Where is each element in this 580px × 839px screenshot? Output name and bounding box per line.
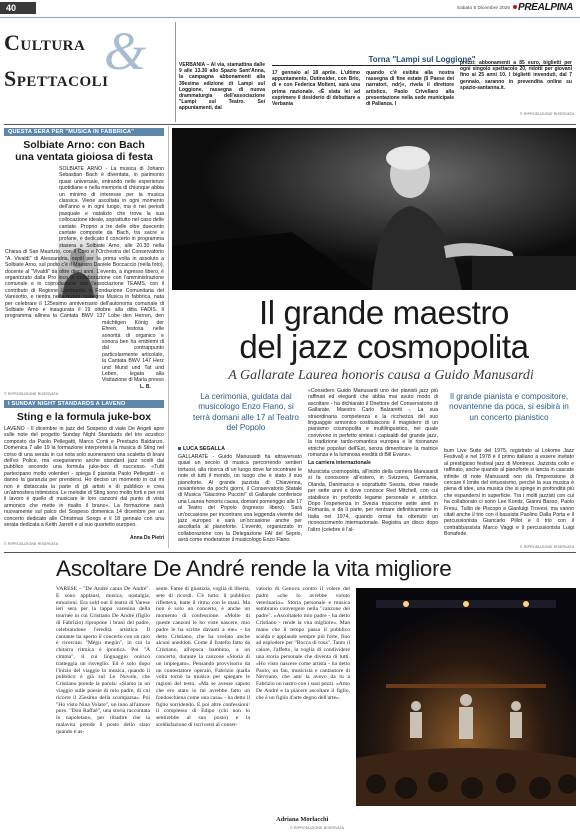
photo-wrap-spacer [4, 320, 102, 378]
teaser-text: VERBANIA – Al via, stamattina dalle 9 alle 13.30 allo Spazio Sant'Anna, la campagna abbonamenti alla 39esima edizione di Lampi sul Loggione, rassegna di nuova drammaturgia dell'associazione "Lampi sul Teatro. Sei appuntamenti, dal [179, 62, 265, 112]
loggione-col3: prezzi: abbonamenti a 85 euro, biglietti per ogni singolo spettacolo 20, ridotti per giovani fino ai 25 anni 10. I biglietti invenduti, dal 7 gennaio, saranno in prevendita online su spazio-santanna.it. [460, 60, 572, 91]
deandre-headline: Ascoltare De André rende la vita migliore [56, 556, 452, 581]
deandre-col2: sente. Fame di giustizia, voglia di libertà, sete di ricordi. C'è tutto: il pubblico rifletteva, batte il ritmo con le mani. Ma non è solo un concerto, è anche un momento di confessione. «Molte di queste canzoni le ho viste nascere, mio padre le ha scritte davanti a me» - ha detto Cristiano, che ha svelato anche alcuni aneddoti. Come il fratello fatto da Cristiano, all'epoca bambino, a un concerto, durante la canzone «Storia di un impiegato». Pensando provvisorio da un contestatore operaio, Fabrizio qualla volta tornò la musica per spiegare le ragioni del testo. «Ma se avesse saputo che ero stato io mi avrebbe fatto un fondoschiena come una casa» - ha detto il figlio sorridendo. E poi altre confessioni: il complesso di Edipo (chi non lo sentirebbe al suo posto) e la soddisfazione di iscriversi al conser- [156, 586, 250, 728]
jazz-byline: LUCA SEGALLA [178, 446, 225, 452]
concert-stage-illustration [356, 588, 576, 806]
bach-banner: QUESTA SERA PER "MUSICA IN FABBRICA" [4, 128, 164, 136]
deandre-concert-photo [356, 588, 576, 806]
bach-body: SOLBIATE ARNO - La musica di Johann Sebastian Bach è diventata, in parimonio quasi universale, entrando nelle esperienze quotidiane e nella memoria di chiunque abbia un minimo di interesse per la musica classica. Viene ascoltata in ogni momento dell'anno e in ogni luogo, ma è nei periodi pasquale e natalizio che trova la sua collocazione ideale, soprattutto nel caso delle cantate. Proprio a tre delle oltre duecento cantate composte da Bach, tra sacre e profane, è dedicato il concerto in programma stasera a Solbiate Arno, alle 20.30 nella Chiesa di San Maurizio, con il Coro e l'Orchestra del Conservatorio "A. Vivaldi" di Alessandria, ospiti per la prima volta in assoluto a Solbiate Arno, sul podio c'è il Maestro Daniele Boccaccio (nella foto), docente al "Vivaldi" da oltre dieci anni. L'evento, a ingresso libero, è organizzato dalla Pro loco in collaborazione con l'amministrazione comunale e in coproduzione con l'associazione TEAMS, con il contributo di Regione Lombardia e Fondazione Comunitaria del Varesotto, e rientra nella nuova rassegna Musica in fabbrica, nata per celebrare il 125esimo anniversario dell'autonoma comunale di Solbiate Arno e inaugurata il 19 ottobre alla ditta FADIS. Il programma allinea la Cantata BWV 137 Lobe den Herren, den mächtigen König der Ehren, festosa nelle sonorità di organico e sonora ben ha emblemi di dal contrappunto particolarmente articolato, la Cantata BWV 147 Herz und Mund und Tat und Leben, legata alla Visitazione di Maria presso [5, 166, 164, 384]
deandre-author: Adriana Morlacchi [276, 816, 329, 823]
deandre-col1: VARESE - "De André canta De André". E sono applausi, musica, nostalgia, emozioni. Era sold out il teatro di Varese ieri sera per la tappa varesina della tournée in cui Cristiano De André (figlio di Fabrizio) ripropone i brani del padre, celebrandone l'eredità artistica. Il cantante ha aperto il concerto con un raro e ricercato "Mégu megún", in cui la chitarra ritmica è ipnotica. Poi "À cimma", il cui linguaggio onirico tratteggia un risveglio. Ed è solo dopo l'inizio del viaggio in musica, quando il pubblico è già sul Le Nuvole, che Cristiano prende la parola: «Siamo in un viaggio sulle poesie di mio padre, di cui ricorre il 25esimo della scomparsa». Poi "Ho visto Nina Volare", un inno all'amore puro. "Don Raffaè", una storia raccontata in napoletano, per ribadire che la malavita prende il posto dello stato quando è as- [56, 586, 150, 735]
section-ampersand: & [104, 21, 147, 81]
jazz-subhead: A Gallarate Laurea honoris causa a Guido Manusardi [228, 368, 534, 383]
jazz-headline: Il grande maestro del jazz cosmopolita [239, 294, 529, 365]
section-rule [4, 124, 576, 125]
jazz-credit: © RIPRODUZIONE RISERVATA [520, 545, 575, 549]
bach-author: L. B. [140, 384, 151, 390]
jazz-col3: bum Live Suite del 1975, registrato al Lokome Jazz Festival) e nel 1978 è il primo italiano a essere invitato al prestigioso festival jazz di Montreux. Jazzista colto e raffinato, anche quando al pianoforte si lancia in cascate infinite di note Manusardi non dà l'impressione di cercare il limite del virtuosismo, perché la sua musica è piena di idee, una musica che si spinge in profondità più che espandersi in superficie. Tra i molti jazzisti con cui ha collaborato ci sono Lee Konitz, Gianni Basso, Paolo Fresu, Tullio de Piscopo e Gianluigi Trovesi, ma vanno citati anche il trio con il bassista Paolino Dalla Porta e il percussionista Giancarlo Pillot e il trio con il contrabbassista Marco Vaggi e il percussionista Luigi Bonafede. [444, 448, 574, 538]
page-number: 40 [6, 3, 17, 13]
bach-title: Solbiate Arno: con Bach una ventata gioiosa di festa [15, 139, 153, 163]
column-divider [175, 22, 176, 122]
bach-credit: © RIPRODUZIONE RISERVATA [4, 392, 59, 396]
page-header [0, 0, 580, 17]
bottom-section-rule [4, 552, 576, 553]
sting-title: Sting e la formula juke-box [16, 411, 152, 423]
sting-credit: © RIPRODUZIONE RISERVATA [4, 542, 59, 546]
deandre-col3: vatorio di Genova contro il volere del padre «che lo avrebbe voluto veterinario». Storia personale e musica sembrano convergere nella "canzone del padre". «Ascoltatelo mio padre - ha detto Cristiano - rende la vita migliore». Man mano che il tempo passa il pubblico scalda e applaude sempre più forte, fino ad esplodere per "Bocca di rosa". Tanto il calore, l'affetto, la voglia di condividere una storia personale che diventa di tutti. «Ho visto nascere come artista - ha detto Paolo, un fan, musicista e cantautore di Nerviano, che ami la avevo da tu a Fabrizio un nastro con i suoi pezzi. «Amo De André e la piacere ascoltare il figlio, che è un figlio d'arte degno dell'arte». [256, 586, 350, 701]
column-divider [168, 126, 169, 548]
jazz-col2: «Considero Guido Manusardi uno dei pianisti jazz più raffinati ed eleganti che abbia mai avuto modo di ascoltare - ha dichiarato il Direttore del Conservatorio di Gallarate, Maestro Carlo Balzaretti -. La sua straordinaria competenza e la ricchezza del suo linguaggio armonico costituiscono il magistero di un pianismo cosmopolita e multilinguistico, nel quale convivono in perfetto sintesi i capisaldi del grande jazz, la tradizione tardo-romantica europea e le risonanze etniche popolari dell'Est, senza dimenticare la matrice romanza e la luminosa eredità di Bill Evans». La carriera internazionale Musicista cosmopolita, all'inizio della carriera Manusardi si fa conoscere all'estero, in Svizzera, Germania, Olanda, Danimarca e soprattutto Svezia, dove risiede per sette anni e dove conosce Red Mitchell, con cui stabilisce in profondo legame personale e artistico. Dopo l'esperienza in Svezia trascorre sette anni in Romania, e da lì parte, per rientrare definitivamente in Italia nel 1974, quando ormai ha ottenuto un riconoscimento internazionale. Registra un disco dopo l'altro (celebre è l'al- [308, 388, 438, 533]
loggione-title: Torna "Lampi sul Loggione" [368, 55, 476, 64]
jazz-pull-left: La cerimonia, guidata dal musicologo Enzo Fiano, si terrà domani alle 17 al Teatro del Popolo [193, 392, 299, 433]
section-title-line1: Cultura [4, 30, 86, 55]
manusardi-piano-photo [172, 128, 576, 290]
loggione-col2: quando c'è esibita alla nostra rassegna di fine estate (Il Paese dei narratori, ndr)», rivela il direttore artistico, Paolo Crivellaro alla presentazione nella sede municipale di Pallanza. I [366, 70, 454, 108]
brand-logo: PREALPINA [513, 2, 573, 13]
sting-author: Anna De Pietri [130, 535, 165, 541]
loggione-col1: 17 gennaio al 18 aprile. L'ultimo appuntamento, Outinsider, con Brio, di e con Federica Molteni, sarà una prima nazionale. «È stata lei ad esprimere il desiderio di debuttare a Verbania [272, 70, 360, 108]
section-title-line2: Spettacoli [4, 66, 109, 91]
header-date: Sabato 6 Dicembre 2025 [456, 6, 510, 11]
brand-mark-icon [513, 5, 517, 9]
career-heading: La carriera internazionale [308, 460, 371, 467]
loggione-credit: © RIPRODUZIONE RISERVATA [520, 112, 575, 116]
sting-body: LAVENO - Il dicembre in jazz del Sospeso di viale De Angeli apre sulle note del progetto Sunday Night Standards del trio acustico composto da Paolo Pellegatti, Marco Conti e Prestazio Baldanzo. Domenica 7 alle 19 la formazione interpreterà la musica di Sting nel corso di una serata in cui nota solo suoneranno una scaletta di brani dell'ex Police, ma eseguiranno anche standard jazz scelti dal pubblico secondo una formula juke-box di successo. «Tutti partecipano molto volentieri - spiega il pianista Paolo Pellegatti - e danno la garanzia per prendersi. Ho deciso un momento in cui mi non è distaccata la parte di gli artisti e di pubblico e crea un'atmosfera intimistica. Le melodie di Sting sono molto forti e per noi il lavoro è quello di musicare le loro canzoni dal punto di vista armonico che mette in risalto il brano». La formazione sarà nuovamente sul palco del Sospeso domenica 14 dicembre per un concerto dedicato alle Christmas Songs e il 18 gennaio con una serata dedicata a Keith Jarrett e al suo quartetto europeo. [4, 426, 164, 529]
pianist-photo-illustration [172, 128, 576, 290]
byline-bullet-icon [178, 447, 181, 450]
header-rule [0, 17, 580, 18]
jazz-pull-right: Il grande pianista e compositore, novantenne da poca, si esibirà in un concerto pianistico [449, 392, 569, 422]
sting-banner: I SUNDAY NIGHT STANDARDS A LAVENO [4, 400, 164, 408]
text-wrap-spacer [4, 166, 59, 248]
jazz-col1: GALLARATE - Guido Manusardi ha attraversato quasi un secolo di musica percorrendo sentieri tortuosi, alla ricerca di un luogo dove far incontrare le note di tutti il mondo, un luogo che è stato il suo pianoforte. Al grande jazzista di Chiavenna, novantenne da pochi giorni, il Conservatorio Statale di Musica "Giacomo Puccini" di Gallarate conferisce una Laurea honoris causa, domani pomeriggio alle 17 al Teatro del Popolo (ingresso libero). Sarà un'occasione per incontrare una leggenda vivente del jazz europeo e sarà un'occasione anche per ascoltarla al pianoforte. L'evento, organizzato in collaborazione con la Delegazione FAI del Seprio, avrà come moderatore il musicologo Enzo Fiano. [178, 454, 302, 544]
page-number-badge [0, 2, 36, 14]
section-logo [4, 21, 162, 110]
deandre-credit: © RIPRODUZIONE RISERVATA [290, 826, 345, 830]
